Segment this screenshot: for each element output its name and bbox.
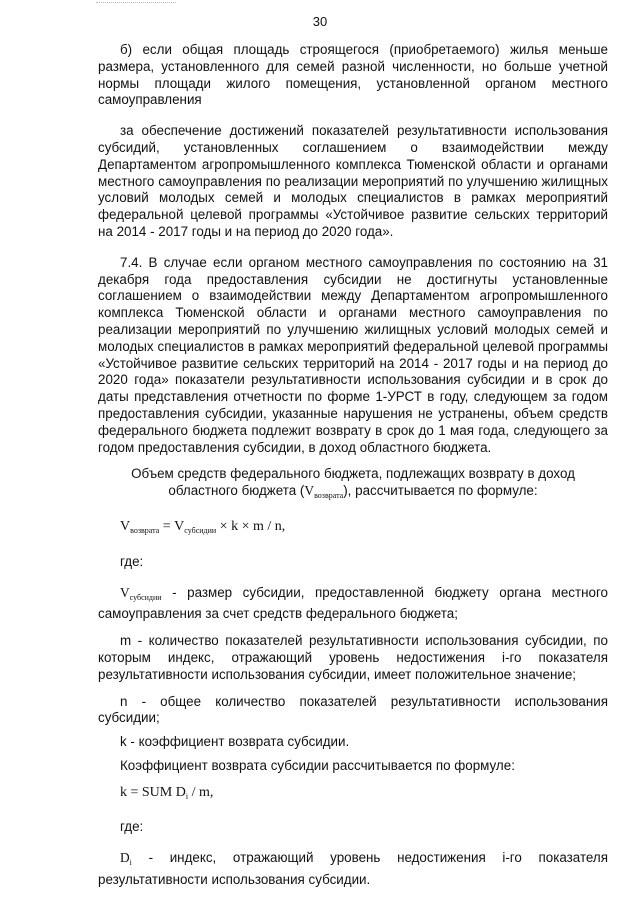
definition-v-subsidy	[98, 585, 608, 624]
definition-m: m - количество показателей результативности использования субсидии, по которым индекс, отражающий уровень недостижения i-го показателя результативности использования субсидии, имеет положительное значение;	[98, 633, 608, 682]
def-d-var: D	[120, 850, 130, 866]
where-label-2: где:	[120, 819, 144, 835]
definition-n: n - общее количество показателей результативности использования субсидии;	[98, 693, 608, 726]
paragraph-7-4: 7.4. В случае если органом местного самоуправления по состоянию на 31 декабря года предоставления субсидии не достигнуты установленные соглашением о взаимодействии между Департаментом агропромышленного комплекса Тюменской области и органами местного самоуправления по реализации мероприятий по улучшению жилищных условий молодых семей и молодых специалистов в рамках мероприятий федеральной целевой программы «Устойчивое развитие сельских территорий на 2014 - 2017 годы и на период до 2020 года» показатели результативности использования субсидии и в срок до даты представления отчетности по форме 1-УРСТ в году, следующем за годом предоставления субсидии, указанные нарушения не устранены, объем средств федерального бюджета подлежит возврату в срок до 1 мая года, следующего за годом предоставления субсидии, в доход областного бюджета.	[98, 254, 608, 455]
k-formula-intro: Коэффициент возврата субсидии рассчитывается по формуле:	[120, 757, 515, 773]
def-v-sub: субсидии	[129, 592, 162, 602]
document-body	[98, 42, 608, 889]
formula2-lhs: k = SUM D	[120, 784, 186, 800]
page-number: 30	[312, 14, 328, 29]
def-d-text: - индекс, отражающий уровень недостижения i-го показателя результативности использования субсидии.	[98, 850, 608, 888]
definition-d	[98, 850, 608, 889]
formula1-eq: = V	[159, 518, 185, 534]
formula1-lhs: V	[120, 518, 131, 534]
volume-intro-before: Объем средств федерального бюджета, подлежащих возврату в доход областного бюджета (	[131, 466, 575, 499]
where-label-1: где:	[120, 553, 144, 569]
volume-intro-after: ), рассчитывается по формуле:	[343, 483, 538, 499]
paragraph-volume-intro	[98, 466, 608, 505]
formula-return-volume	[98, 519, 608, 540]
def-v-var: V	[120, 584, 130, 600]
header-marks	[96, 2, 176, 6]
definition-k: k - коэффициент возврата субсидии.	[120, 734, 350, 750]
volume-intro-var: V	[304, 483, 315, 499]
paragraph-performance: за обеспечение достижений показателей результативности использования субсидий, установленных соглашением о взаимодействии между Департаментом агропромышленного комплекса Тюменской области и органами местного самоуправления по реализации мероприятий по улучшению жилищных условий молодых семей и молодых специалистов в рамках мероприятий федеральной целевой программы «Устойчивое развитие сельских территорий на 2014 - 2017 годы и на период до 2020 года».	[98, 123, 608, 239]
formula1-lhs-sub: возврата	[130, 525, 160, 535]
formula1-rest: × k × m / n,	[216, 518, 286, 534]
formula2-rest: / m,	[188, 784, 214, 800]
def-v-text: - размер субсидии, предоставленной бюджету органа местного самоуправления за счет средств федерального бюджета;	[98, 584, 608, 622]
formula1-rhs-sub: субсидии	[184, 525, 217, 535]
def-d-sub: i	[129, 858, 132, 868]
volume-intro-sub: возврата	[314, 491, 344, 501]
formula-return-coefficient	[98, 785, 608, 806]
paragraph-b: б) если общая площадь строящегося (приобретаемого) жилья меньше размера, установленного для семей разной численности, но больше учетной нормы площади жилого помещения, установленной органом местного самоуправления	[98, 42, 608, 108]
formula2-sub: i	[185, 791, 189, 801]
